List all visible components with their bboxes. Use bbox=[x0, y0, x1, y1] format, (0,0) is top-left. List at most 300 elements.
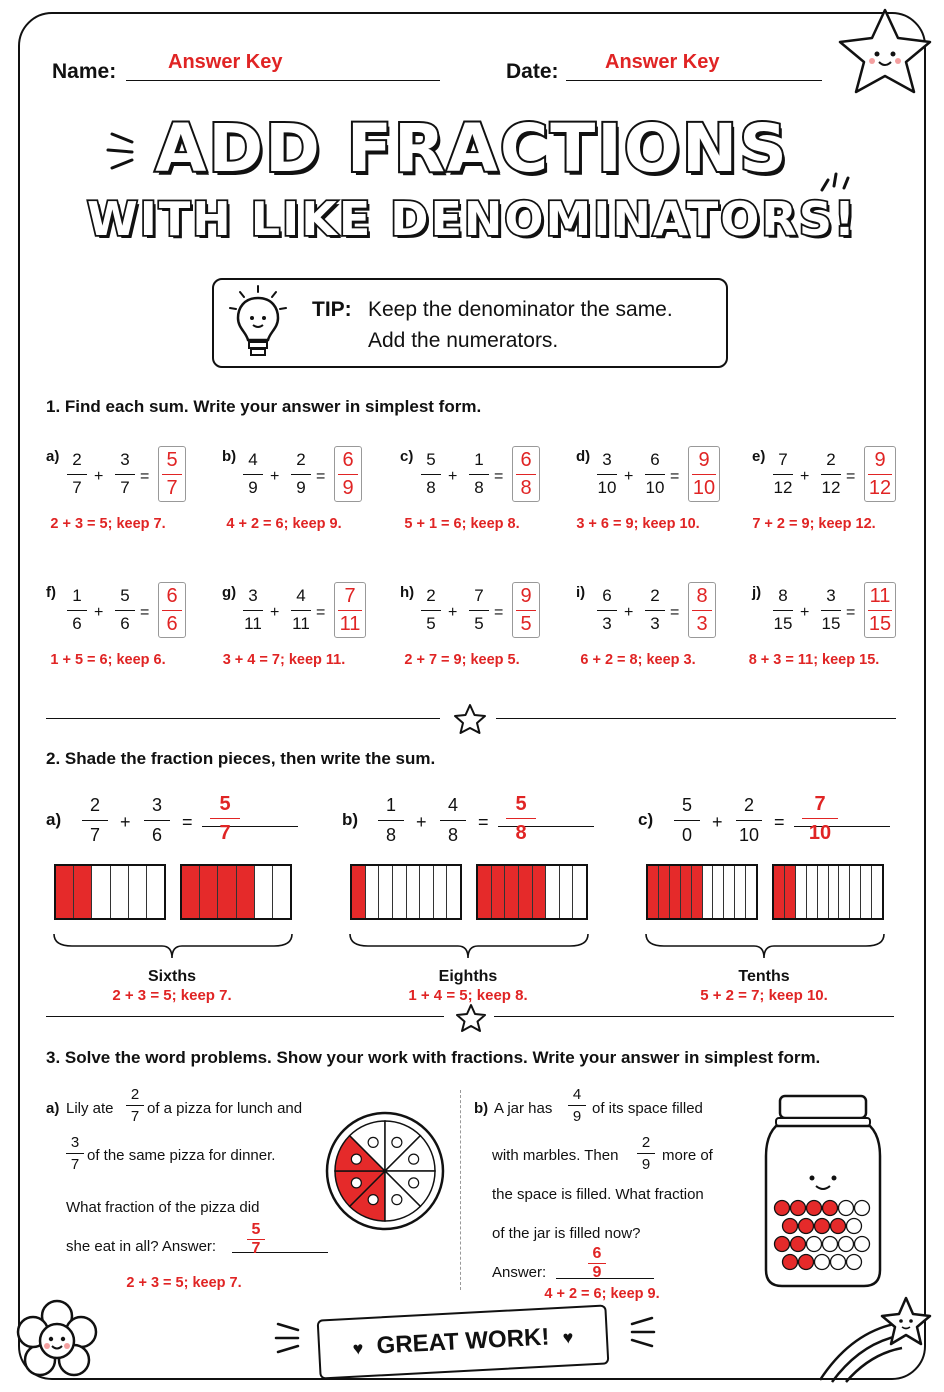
problem-1c-equals: = bbox=[494, 468, 504, 485]
problem-2c-fraction-2-numerator: 2 bbox=[743, 795, 754, 815]
banner-left-sparkle-icon bbox=[272, 1316, 308, 1356]
problem-1f-fraction-1-numerator: 1 bbox=[72, 586, 82, 605]
marble bbox=[831, 1255, 846, 1270]
problem-2b-bar-2-piece[interactable] bbox=[492, 866, 506, 918]
problem-3a-text-3: of the same pizza for dinner. bbox=[87, 1147, 276, 1164]
problem-2c-bar-1-piece[interactable] bbox=[735, 866, 746, 918]
problem-1h-plus: + bbox=[448, 604, 458, 621]
problem-1g-plus: + bbox=[270, 604, 280, 621]
problem-1a-answer[interactable] bbox=[158, 446, 186, 502]
great-work-banner: ♥ GREAT WORK! ♥ bbox=[317, 1304, 610, 1379]
problem-2c-bar-1-piece[interactable] bbox=[724, 866, 735, 918]
marble bbox=[783, 1255, 798, 1270]
problem-3a-work: 2 + 3 = 5; keep 7. bbox=[126, 1275, 242, 1291]
problem-1i-fraction-1-denominator: 3 bbox=[602, 614, 612, 633]
pizza-topping bbox=[368, 1137, 378, 1147]
problem-2b-fraction-1 bbox=[378, 795, 404, 845]
lightbulb-icon bbox=[228, 284, 288, 364]
problem-3a-answer[interactable]: 5 7 bbox=[241, 1222, 271, 1257]
problem-1f-fraction-1 bbox=[66, 586, 88, 634]
problem-1b-answer[interactable] bbox=[334, 446, 362, 502]
problem-1j-fraction-2-numerator: 3 bbox=[826, 586, 836, 605]
star-divider-icon bbox=[452, 702, 488, 736]
marble-jar-icon bbox=[762, 1092, 884, 1292]
problem-2c-bar-1-piece[interactable] bbox=[692, 866, 703, 918]
flower-icon bbox=[12, 1296, 102, 1386]
problem-1f-fraction-1-bar bbox=[67, 610, 87, 611]
problem-2c-bar-1-piece[interactable] bbox=[648, 866, 659, 918]
problem-1j-fraction-2 bbox=[820, 586, 842, 634]
problem-1j-answer[interactable] bbox=[864, 582, 896, 638]
problem-2a-fraction-1-bar bbox=[82, 820, 108, 821]
star-divider-2-icon bbox=[454, 1002, 488, 1034]
problem-1b-equals: = bbox=[316, 468, 326, 485]
pizza-topping bbox=[409, 1154, 419, 1164]
problem-2a-bar-2-piece[interactable] bbox=[182, 866, 200, 918]
problem-2b-fraction-1-denominator: 8 bbox=[385, 825, 396, 845]
problem-1e-letter: e) bbox=[752, 448, 766, 465]
problem-2b-bar-1-piece[interactable] bbox=[366, 866, 380, 918]
name-label: Name: bbox=[52, 60, 117, 83]
problem-2b-bar-2-piece[interactable] bbox=[505, 866, 519, 918]
problem-1h-answer-numerator: 9 bbox=[520, 585, 532, 607]
problem-1i-answer-denominator: 3 bbox=[696, 613, 708, 635]
problem-2b-equals: = bbox=[478, 812, 489, 832]
problem-2c-bar-1-piece[interactable] bbox=[681, 866, 692, 918]
problem-1i-fraction-2-numerator: 2 bbox=[650, 586, 660, 605]
problem-1b-answer-numerator: 6 bbox=[342, 449, 354, 471]
problem-1i-fraction-2 bbox=[644, 586, 666, 634]
problem-2a-bar-2-piece[interactable] bbox=[218, 866, 236, 918]
problem-2b-answer[interactable] bbox=[506, 793, 536, 844]
page-title: ADD FRACTIONS bbox=[155, 110, 789, 187]
problem-2b-fraction-2-denominator: 8 bbox=[447, 825, 458, 845]
problem-1b-fraction-1-numerator: 4 bbox=[248, 450, 258, 469]
problem-1d-work: 3 + 6 = 9; keep 10. bbox=[576, 516, 700, 532]
problem-1i-fraction-2-denominator: 3 bbox=[650, 614, 660, 633]
marble bbox=[799, 1255, 814, 1270]
date-underline bbox=[566, 80, 822, 81]
problem-1e-fraction-2-numerator: 2 bbox=[826, 450, 836, 469]
problem-2c-bar-2-piece[interactable] bbox=[785, 866, 796, 918]
name-underline bbox=[126, 80, 440, 81]
marble bbox=[831, 1219, 846, 1234]
tip-label: TIP: bbox=[312, 298, 352, 321]
problem-1c-fraction-1-numerator: 5 bbox=[426, 450, 436, 469]
problem-2c-answer-bar bbox=[802, 818, 838, 819]
date-label: Date: bbox=[506, 60, 559, 83]
problem-2c-brace bbox=[644, 930, 892, 964]
problem-1h-fraction-2-numerator: 7 bbox=[474, 586, 484, 605]
problem-1i-letter: i) bbox=[576, 584, 586, 601]
problem-2a-letter: a) bbox=[46, 810, 62, 829]
problem-2b-bar-1-piece[interactable] bbox=[447, 866, 460, 918]
problem-2c-bar-2-piece[interactable] bbox=[839, 866, 850, 918]
problem-2c-fraction-1-numerator: 5 bbox=[681, 795, 692, 815]
problem-1d-fraction-2-numerator: 6 bbox=[650, 450, 660, 469]
problem-2a-bar-1[interactable] bbox=[54, 864, 166, 920]
problem-2a-bar-1-piece[interactable] bbox=[111, 866, 129, 918]
divider-left bbox=[46, 718, 440, 719]
problem-2b-bar-1-piece[interactable] bbox=[393, 866, 407, 918]
problem-1g-work: 3 + 4 = 7; keep 11. bbox=[222, 652, 346, 668]
problem-2b-fraction-2 bbox=[440, 795, 466, 845]
problem-2a-bar-1-piece[interactable] bbox=[56, 866, 74, 918]
problem-1d-equals: = bbox=[670, 468, 680, 485]
problem-2b-fraction-2-numerator: 4 bbox=[447, 795, 458, 815]
problem-1a-plus: + bbox=[94, 468, 104, 485]
tip-line-2: Add the numerators. bbox=[368, 329, 559, 352]
problem-2c-fraction-2-denominator: 10 bbox=[738, 825, 760, 845]
problem-3b-text-4: more of bbox=[662, 1147, 713, 1164]
problem-1g-answer-denominator: 11 bbox=[339, 613, 361, 635]
problem-1d-fraction-2-denominator: 10 bbox=[645, 478, 665, 497]
problem-2c-fraction-1-denominator: 0 bbox=[681, 825, 692, 845]
problem-1h-answer-denominator: 5 bbox=[520, 613, 532, 635]
problem-2c-bar-1[interactable] bbox=[646, 864, 758, 920]
problem-1a-fraction-2-bar bbox=[115, 474, 135, 475]
problem-1j-fraction-1-bar bbox=[773, 610, 793, 611]
problem-1f-work: 1 + 5 = 6; keep 6. bbox=[50, 652, 166, 668]
problem-1g-fraction-1-denominator: 11 bbox=[244, 614, 262, 633]
pizza-topping bbox=[392, 1137, 402, 1147]
problem-2a-fraction-1-denominator: 7 bbox=[89, 825, 100, 845]
section-3-separator bbox=[460, 1090, 461, 1290]
problem-1h-letter: h) bbox=[400, 584, 415, 601]
problem-1j-work: 8 + 3 = 11; keep 15. bbox=[748, 652, 880, 668]
problem-1b-fraction-1-bar bbox=[243, 474, 263, 475]
problem-1d-fraction-2 bbox=[644, 450, 666, 498]
problem-3b-answer[interactable]: 6 9 bbox=[582, 1246, 612, 1281]
problem-3b-text-3: with marbles. Then bbox=[492, 1147, 619, 1164]
problem-1d-fraction-1-bar bbox=[597, 474, 617, 475]
marble bbox=[815, 1219, 830, 1234]
pizza-topping bbox=[351, 1178, 361, 1188]
problem-2a-fraction-1 bbox=[82, 795, 108, 845]
problem-1g-fraction-1-bar bbox=[243, 610, 263, 611]
problem-1f-answer[interactable] bbox=[158, 582, 186, 638]
problem-1g-fraction-2-denominator: 11 bbox=[292, 614, 310, 633]
problem-3b-fraction-2: 2 9 bbox=[637, 1134, 655, 1173]
problem-2a-answer[interactable] bbox=[210, 793, 240, 844]
problem-1a-fraction-2 bbox=[114, 450, 136, 498]
problem-1f-fraction-2-denominator: 6 bbox=[120, 614, 130, 633]
problem-2c-bar-2[interactable] bbox=[772, 864, 884, 920]
problem-1i-answer[interactable] bbox=[688, 582, 716, 638]
marble bbox=[799, 1219, 814, 1234]
problem-1b-work: 4 + 2 = 6; keep 9. bbox=[226, 516, 342, 532]
problem-2b-bar-1-piece[interactable] bbox=[434, 866, 448, 918]
jar-lid bbox=[780, 1096, 866, 1118]
problem-2a-bar-2-piece[interactable] bbox=[273, 866, 290, 918]
problem-1e-answer[interactable] bbox=[864, 446, 896, 502]
problem-1c-fraction-1 bbox=[420, 450, 442, 498]
problem-1i-answer-numerator: 8 bbox=[696, 585, 708, 607]
problem-1i-fraction-2-bar bbox=[645, 610, 665, 611]
problem-2b-fraction-1-numerator: 1 bbox=[385, 795, 396, 815]
problem-1a-fraction-1-bar bbox=[67, 474, 87, 475]
problem-1b-answer-bar bbox=[338, 474, 358, 475]
problem-2a-label: Sixths bbox=[147, 968, 196, 985]
problem-1h-work: 2 + 7 = 9; keep 5. bbox=[404, 652, 520, 668]
problem-2c-bar-2-piece[interactable] bbox=[774, 866, 785, 918]
problem-2c-bar-2-piece[interactable] bbox=[829, 866, 840, 918]
problem-1c-fraction-1-denominator: 8 bbox=[426, 478, 436, 497]
problem-2b-bar-2-piece[interactable] bbox=[560, 866, 574, 918]
problem-2a-bar-1-piece[interactable] bbox=[147, 866, 164, 918]
problem-2c-fraction-1-bar bbox=[674, 820, 700, 821]
marble bbox=[823, 1201, 838, 1216]
problem-2b-bar-1[interactable] bbox=[350, 864, 462, 920]
problem-3b-text-6: of the jar is filled now? bbox=[492, 1225, 641, 1242]
problem-1j-answer-denominator: 15 bbox=[868, 613, 892, 635]
problem-2a-bar-1-piece[interactable] bbox=[74, 866, 92, 918]
problem-1g-fraction-2-numerator: 4 bbox=[296, 586, 306, 605]
problem-3b-letter: b) bbox=[474, 1100, 489, 1117]
problem-1f-answer-bar bbox=[162, 610, 182, 611]
problem-1b-fraction-1 bbox=[242, 450, 264, 498]
problem-2a-bar-2-piece[interactable] bbox=[200, 866, 218, 918]
problem-3a-letter: a) bbox=[46, 1100, 60, 1117]
problem-2b-bar-2-piece[interactable] bbox=[533, 866, 547, 918]
date-value[interactable]: Answer Key bbox=[605, 51, 720, 73]
problem-1g-equals: = bbox=[316, 604, 326, 621]
marble bbox=[823, 1237, 838, 1252]
problem-2b-letter: b) bbox=[342, 810, 359, 829]
problem-1f-letter: f) bbox=[46, 584, 56, 601]
problem-2b-bar-2-piece[interactable] bbox=[478, 866, 492, 918]
problem-3b-work: 4 + 2 = 6; keep 9. bbox=[544, 1286, 660, 1302]
problem-2b-fraction-2-bar bbox=[440, 820, 466, 821]
problem-1b-plus: + bbox=[270, 468, 280, 485]
problem-2c-bar-1-piece[interactable] bbox=[746, 866, 756, 918]
problem-2b-bar-1-piece[interactable] bbox=[352, 866, 366, 918]
marble bbox=[839, 1237, 854, 1252]
marble bbox=[783, 1219, 798, 1234]
problem-1j-letter: j) bbox=[752, 584, 762, 601]
problem-2a-brace bbox=[52, 930, 300, 964]
marble bbox=[807, 1237, 822, 1252]
tip-line-1: Keep the denominator the same. bbox=[368, 298, 673, 321]
problem-1h-equals: = bbox=[494, 604, 504, 621]
problem-3b-text-5: the space is filled. What fraction bbox=[492, 1186, 704, 1203]
pizza-topping bbox=[351, 1154, 361, 1164]
problem-1c-answer[interactable] bbox=[512, 446, 540, 502]
marble bbox=[807, 1201, 822, 1216]
problem-2b-bar-2-piece[interactable] bbox=[519, 866, 533, 918]
problem-2c-bar-2-piece[interactable] bbox=[796, 866, 807, 918]
problem-1f-fraction-2-numerator: 5 bbox=[120, 586, 130, 605]
problem-2c-bar-1-piece[interactable] bbox=[659, 866, 670, 918]
problem-2b-answer-bar bbox=[506, 818, 536, 819]
problem-1j-fraction-1 bbox=[772, 586, 794, 634]
problem-2c-bar-1-piece[interactable] bbox=[670, 866, 681, 918]
problem-2c-bar-2-piece[interactable] bbox=[861, 866, 872, 918]
problem-1c-answer-numerator: 6 bbox=[520, 449, 532, 471]
problem-3b-text-7: Answer: bbox=[492, 1264, 547, 1281]
problem-1d-answer[interactable] bbox=[688, 446, 720, 502]
problem-1a-work: 2 + 3 = 5; keep 7. bbox=[50, 516, 166, 532]
marble bbox=[847, 1219, 862, 1234]
marble bbox=[815, 1255, 830, 1270]
problem-2b-answer-denominator: 8 bbox=[515, 822, 527, 844]
problem-1c-fraction-2 bbox=[468, 450, 490, 498]
problem-1b-fraction-2-numerator: 2 bbox=[296, 450, 306, 469]
problem-1b-fraction-2 bbox=[290, 450, 312, 498]
problem-2b-label: Eighths bbox=[438, 968, 498, 985]
problem-1g-fraction-2 bbox=[290, 586, 312, 634]
problem-1b-letter: b) bbox=[222, 448, 237, 465]
pizza-topping bbox=[409, 1178, 419, 1188]
problem-2a-bar-2[interactable] bbox=[180, 864, 292, 920]
problem-1a-answer-numerator: 5 bbox=[166, 449, 178, 471]
problem-1a-equals: = bbox=[140, 468, 150, 485]
problem-1a-fraction-1-numerator: 2 bbox=[72, 450, 82, 469]
problem-1c-plus: + bbox=[448, 468, 458, 485]
problem-2c-answer[interactable] bbox=[802, 793, 838, 844]
problem-3b-text-1: A jar has bbox=[494, 1100, 553, 1117]
problem-1e-answer-numerator: 9 bbox=[874, 449, 886, 471]
marble bbox=[775, 1201, 790, 1216]
tip-box bbox=[212, 278, 728, 368]
problem-2a-equals: = bbox=[182, 812, 193, 832]
problem-2c-equals: = bbox=[774, 812, 785, 832]
problem-1h-fraction-1-bar bbox=[421, 610, 441, 611]
problem-2c-bar-1-piece[interactable] bbox=[703, 866, 714, 918]
problem-1c-letter: c) bbox=[400, 448, 414, 465]
marble bbox=[775, 1237, 790, 1252]
problem-2b-bar-1-piece[interactable] bbox=[420, 866, 434, 918]
jar-eye-right bbox=[832, 1176, 837, 1181]
problem-2c-bar-2-piece[interactable] bbox=[872, 866, 882, 918]
pizza-topping bbox=[392, 1195, 402, 1205]
problem-1c-answer-denominator: 8 bbox=[520, 477, 532, 499]
problem-3b-fraction-1: 4 9 bbox=[568, 1086, 586, 1125]
problem-2a-answer-bar bbox=[210, 818, 240, 819]
problem-1h-fraction-2 bbox=[468, 586, 490, 634]
marble bbox=[855, 1237, 870, 1252]
problem-1e-fraction-2 bbox=[820, 450, 842, 498]
marble bbox=[855, 1201, 870, 1216]
problem-1a-fraction-1-denominator: 7 bbox=[72, 478, 82, 497]
problem-1b-fraction-2-bar bbox=[291, 474, 311, 475]
problem-1j-fraction-1-denominator: 15 bbox=[773, 614, 793, 633]
problem-1a-answer-denominator: 7 bbox=[166, 477, 178, 499]
problem-2a-answer-denominator: 7 bbox=[219, 822, 231, 844]
problem-1h-answer[interactable] bbox=[512, 582, 540, 638]
problem-1i-answer-bar bbox=[692, 610, 712, 611]
problem-1e-equals: = bbox=[846, 468, 856, 485]
problem-1f-plus: + bbox=[94, 604, 104, 621]
problem-2a-bar-2-piece[interactable] bbox=[255, 866, 273, 918]
problem-1f-equals: = bbox=[140, 604, 150, 621]
problem-2b-bar-1-piece[interactable] bbox=[379, 866, 393, 918]
problem-2b-brace bbox=[348, 930, 596, 964]
problem-1e-answer-bar bbox=[868, 474, 892, 475]
problem-2c-fraction-2-bar bbox=[736, 820, 762, 821]
problem-1e-fraction-2-denominator: 12 bbox=[821, 478, 841, 497]
problem-1h-fraction-2-bar bbox=[469, 610, 489, 611]
problem-1d-fraction-1-numerator: 3 bbox=[602, 450, 612, 469]
problem-1h-fraction-1 bbox=[420, 586, 442, 634]
problem-1j-answer-bar bbox=[868, 610, 892, 611]
problem-2a-fraction-2-bar bbox=[144, 820, 170, 821]
divider-2-left bbox=[46, 1016, 444, 1017]
problem-2c-letter: c) bbox=[638, 810, 654, 829]
problem-2c-bar-2-piece[interactable] bbox=[807, 866, 818, 918]
problem-1g-fraction-1-numerator: 3 bbox=[248, 586, 258, 605]
problem-1j-equals: = bbox=[846, 604, 856, 621]
problem-1i-fraction-1 bbox=[596, 586, 618, 634]
problem-2c-fraction-2 bbox=[736, 795, 762, 845]
problem-1c-work: 5 + 1 = 6; keep 8. bbox=[404, 516, 520, 532]
problem-1h-fraction-1-denominator: 5 bbox=[426, 614, 436, 633]
problem-1e-fraction-2-bar bbox=[821, 474, 841, 475]
problem-1e-work: 7 + 2 = 9; keep 12. bbox=[752, 516, 876, 532]
problem-1c-fraction-2-bar bbox=[469, 474, 489, 475]
problem-3a-fraction-2: 3 7 bbox=[66, 1134, 84, 1173]
problem-1b-fraction-1-denominator: 9 bbox=[248, 478, 258, 497]
problem-1i-fraction-1-numerator: 6 bbox=[602, 586, 612, 605]
problem-2b-bar-2-piece[interactable] bbox=[546, 866, 560, 918]
problem-3a-text-4: What fraction of the pizza did bbox=[66, 1199, 260, 1216]
problem-1e-fraction-1-denominator: 12 bbox=[773, 478, 793, 497]
problem-1g-answer[interactable] bbox=[334, 582, 366, 638]
problem-2c-bar-2-piece[interactable] bbox=[818, 866, 829, 918]
problem-2a-plus: + bbox=[120, 812, 131, 832]
banner-right-sparkle-icon bbox=[622, 1310, 658, 1350]
problem-2c-bar-1-piece[interactable] bbox=[713, 866, 724, 918]
problem-1d-letter: d) bbox=[576, 448, 591, 465]
problem-2c-answer-numerator: 7 bbox=[814, 793, 826, 815]
problem-2b-bar-2[interactable] bbox=[476, 864, 588, 920]
problem-2c-bar-2-piece[interactable] bbox=[850, 866, 861, 918]
section-1-heading: 1. Find each sum. Write your answer in simplest form. bbox=[46, 397, 482, 416]
problem-1c-fraction-1-bar bbox=[421, 474, 441, 475]
problem-1b-answer-denominator: 9 bbox=[342, 477, 354, 499]
problem-2c-work: 5 + 2 = 7; keep 10. bbox=[700, 987, 828, 1004]
problem-1j-plus: + bbox=[800, 604, 810, 621]
problem-2a-fraction-2-numerator: 3 bbox=[151, 795, 162, 815]
page-subtitle: WITH LIKE DENOMINATORS! bbox=[87, 192, 857, 246]
problem-1a-fraction-2-denominator: 7 bbox=[120, 478, 130, 497]
problem-1g-fraction-1 bbox=[242, 586, 264, 634]
star-mascot-icon bbox=[830, 4, 940, 100]
problem-2b-bar-2-piece[interactable] bbox=[573, 866, 586, 918]
problem-2a-bar-1-piece[interactable] bbox=[92, 866, 110, 918]
problem-1e-fraction-1-numerator: 7 bbox=[778, 450, 788, 469]
problem-1a-fraction-2-numerator: 3 bbox=[120, 450, 130, 469]
problem-2a-bar-2-piece[interactable] bbox=[237, 866, 255, 918]
problem-2c-plus: + bbox=[712, 812, 723, 832]
marble bbox=[839, 1201, 854, 1216]
problem-1j-fraction-1-numerator: 8 bbox=[778, 586, 788, 605]
problem-1h-fraction-2-denominator: 5 bbox=[474, 614, 484, 633]
jar-eye-left bbox=[810, 1176, 815, 1181]
problem-1f-fraction-1-denominator: 6 bbox=[72, 614, 82, 633]
divider-right bbox=[496, 718, 896, 719]
sparkle-dashes-icon bbox=[816, 168, 856, 198]
problem-2a-bar-1-piece[interactable] bbox=[129, 866, 147, 918]
problem-3a-text-2: of a pizza for lunch and bbox=[147, 1100, 303, 1117]
problem-2b-bar-1-piece[interactable] bbox=[407, 866, 421, 918]
problem-2a-fraction-2-denominator: 6 bbox=[151, 825, 162, 845]
name-value[interactable]: Answer Key bbox=[168, 51, 283, 73]
problem-1c-fraction-2-denominator: 8 bbox=[474, 478, 484, 497]
problem-1f-fraction-2 bbox=[114, 586, 136, 634]
problem-2c-label: Tenths bbox=[738, 968, 790, 985]
problem-2a-work: 2 + 3 = 5; keep 7. bbox=[112, 987, 232, 1004]
